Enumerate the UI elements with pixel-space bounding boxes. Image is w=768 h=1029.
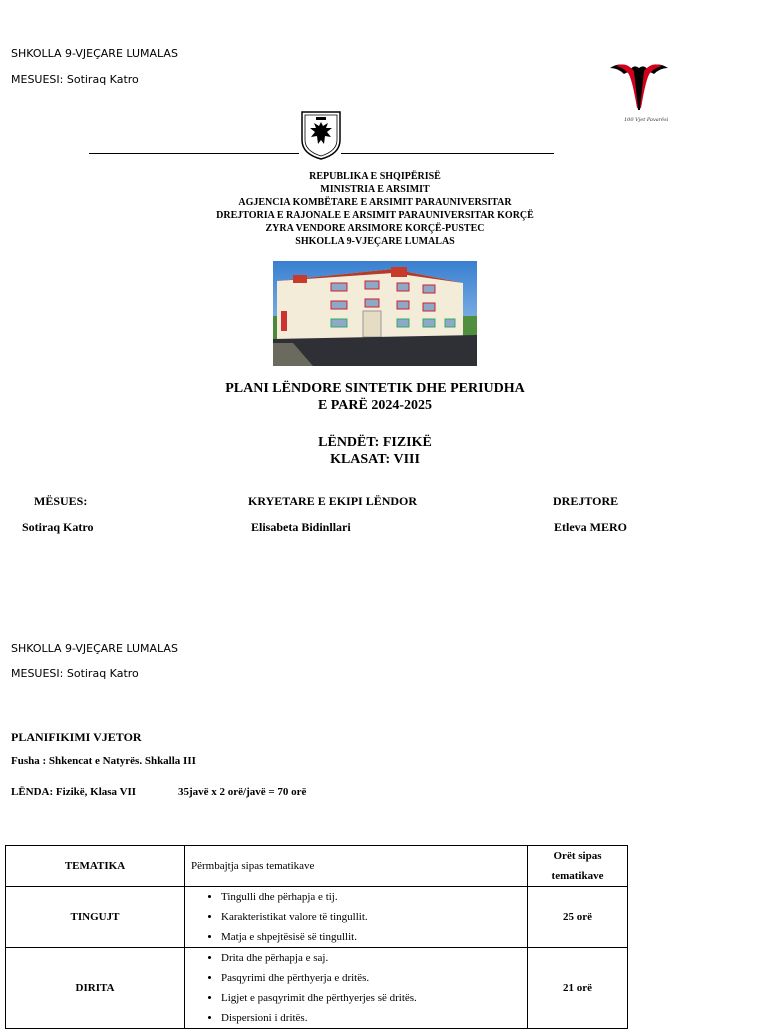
leader-signature-name: Elisabeta Bidinllari xyxy=(251,520,351,534)
list-item: • Drita dhe përhapja e saj. xyxy=(221,948,521,968)
row-topic: TINGUJT xyxy=(6,887,185,948)
institution-line: MINISTRIA E ARSIMIT xyxy=(320,184,430,195)
leader-role: KRYETARE E EKIPI LËNDOR xyxy=(248,494,418,508)
independence-logo xyxy=(604,58,674,128)
list-item: • Ligjet e pasqyrimit dhe përthyerjes së dritës. xyxy=(221,988,521,1008)
header-hours: Orët sipas tematikave xyxy=(528,846,628,887)
subject-line: LËNDËT: FIZIKË xyxy=(318,435,432,450)
field-line: Fusha : Shkencat e Natyrës. Shkalla III xyxy=(11,755,196,767)
list-item: • Karakteristikat valore të tingullit. xyxy=(221,907,521,927)
teacher-role: MËSUES: xyxy=(34,494,88,508)
institution-line: DREJTORIA E RAJONALE E ARSIMIT PARAUNIVERSITAR KORÇË xyxy=(216,210,534,221)
hours-line: 35javë x 2 orë/javë = 70 orë xyxy=(178,786,307,798)
institution-line: AGJENCIA KOMBËTARE E ARSIMIT PARAUNIVERSITAR xyxy=(238,197,512,208)
institution-block xyxy=(180,170,570,248)
class-line: KLASAT: VIII xyxy=(330,452,420,467)
subject-heading xyxy=(180,434,570,468)
plan-title-line: E PARË 2024-2025 xyxy=(317,398,433,413)
table-row xyxy=(6,948,628,1029)
list-item: • Dispersioni i dritës. xyxy=(221,1008,521,1028)
director-role: DREJTORE xyxy=(553,494,619,508)
teacher-name: MESUESI: Sotiraq Katro xyxy=(11,73,139,86)
row-topic: DIRITA xyxy=(6,948,185,1029)
header-topic: TEMATIKA xyxy=(6,846,185,887)
table-row xyxy=(6,887,628,948)
institution-line: SHKOLLA 9-VJEÇARE LUMALAS xyxy=(295,236,455,247)
row-content xyxy=(185,948,528,1029)
coat-of-arms-icon xyxy=(300,110,342,160)
table-header-row xyxy=(6,846,628,887)
annual-plan-title: PLANIFIKIMI VJETOR xyxy=(11,730,142,744)
list-item: • Tingulli dhe përhapja e tij. xyxy=(221,887,521,907)
annual-plan-table xyxy=(5,845,628,1029)
plan-title-line: PLANI LËNDORE SINTETIK DHE PERIUDHA xyxy=(225,381,525,396)
school-photo xyxy=(273,261,477,366)
row-hours: 25 orë xyxy=(528,887,628,948)
teacher-name-2: MESUESI: Sotiraq Katro xyxy=(11,667,139,680)
institution-line: REPUBLIKA E SHQIPËRISË xyxy=(309,171,441,182)
director-signature-name: Etleva MERO xyxy=(554,520,627,534)
list-item: • Matja e shpejtësisë së tingullit. xyxy=(221,927,521,947)
row-hours: 21 orë xyxy=(528,948,628,1029)
divider-right xyxy=(341,153,554,154)
list-item: • Pasqyrimi dhe përthyerja e dritës. xyxy=(221,968,521,988)
institution-line: ZYRA VENDORE ARSIMORE KORÇË-PUSTEC xyxy=(265,223,485,234)
svg-text:100 Vjet Pavarësi: 100 Vjet Pavarësi xyxy=(624,117,669,123)
row-content xyxy=(185,887,528,948)
subject-class-line: LËNDA: Fizikë, Klasa VII xyxy=(11,786,137,798)
school-name: SHKOLLA 9-VJEÇARE LUMALAS xyxy=(11,47,178,60)
school-name-2: SHKOLLA 9-VJEÇARE LUMALAS xyxy=(11,642,178,655)
teacher-signature-name: Sotiraq Katro xyxy=(22,520,94,534)
header-content: Përmbajtja sipas tematikave xyxy=(185,846,528,887)
plan-title xyxy=(180,380,570,414)
divider-left xyxy=(89,153,299,154)
